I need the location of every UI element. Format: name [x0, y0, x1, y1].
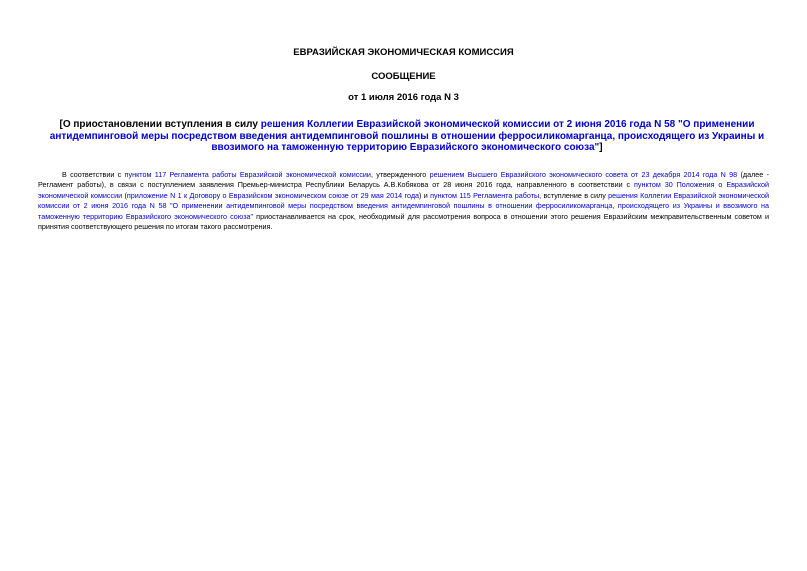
link-supreme-council-decision[interactable]: решением Высшего Евразийского экономического совета от 23 декабря 2014 года N 98: [429, 170, 738, 179]
body-text-6: , вступление в силу: [539, 190, 609, 200]
document-date-number: от 1 июля 2016 года N 3: [348, 92, 459, 103]
link-treaty-annex-1[interactable]: приложение N 1 к Договору о Евразийском экономическом союзе от 29 мая 2014 года: [126, 190, 420, 200]
organization-name: ЕВРАЗИЙСКАЯ ЭКОНОМИЧЕСКАЯ КОМИССИЯ: [293, 47, 514, 58]
body-text-7: приостанавливается на срок, необходимый для рассмотрения вопроса в отношении этого решения Евразийским межправительственным советом и принятия соответствующего решения по итогам такого рассмотрения.: [38, 211, 769, 232]
body-paragraph: [38, 170, 769, 232]
title-suffix: ]: [599, 142, 603, 153]
link-commission-statute-p30[interactable]: пунктом 30 Положения о Евразийской экономической комиссии: [38, 180, 769, 200]
body-text-3: (далее - Регламент работы), в связи с поступлением заявления Премьер-министра Республики Беларусь А.В.Кобякова от 28 июня 2016 года, направленного в соответствии с: [38, 170, 769, 190]
body-text-4: (: [122, 190, 127, 200]
title-prefix: [О приостановлении вступления в силу: [59, 119, 261, 130]
link-regulation-p115[interactable]: пунктом 115 Регламента работы: [430, 190, 540, 200]
link-collegium-decision-58[interactable]: решения Коллегии Евразийской экономической комиссии от 2 июня 2016 года N 58 "О применении антидемпинговой меры посредством введения антидемпинговой пошлины в отношении ферросиликомарганца, происходящего из Украины и ввозимого на таможенную территорию Евразийского экономического союза": [38, 190, 769, 221]
document-title: [44, 119, 770, 154]
body-text-1: В соответствии с: [62, 170, 125, 179]
body-text-2: , утвержденного: [370, 170, 430, 179]
link-regulation-p117[interactable]: пунктом 117 Регламента работы Евразийской экономической комиссии: [124, 170, 371, 179]
document-type: СООБЩЕНИЕ: [371, 71, 436, 82]
body-text-5: ) и: [419, 190, 431, 200]
title-decision-link[interactable]: решения Коллегии Евразийской экономической комиссии от 2 июня 2016 года N 58 "О применении антидемпинговой меры посредством введения антидемпинговой пошлины в отношении ферросиликомарганца, происходящего из Украины и ввозимого на таможенную территорию Евразийского экономического союза": [49, 119, 765, 153]
